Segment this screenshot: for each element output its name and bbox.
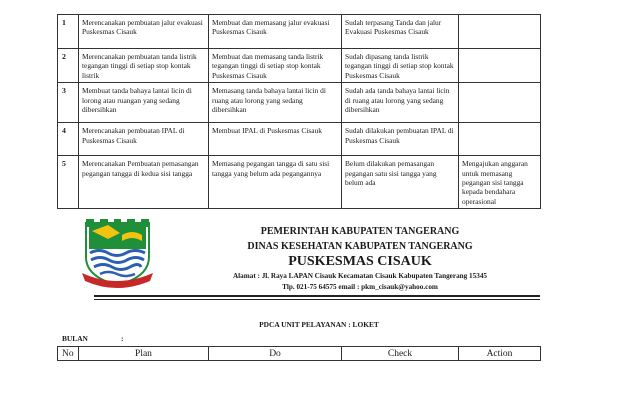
check-cell: Belum dilakukan pemasangan pegangan satu sisi tangga yang belum ada (342, 156, 459, 209)
check-cell: Sudah terpasang Tanda dan jalur Evakuasi Puskesmas Cisauk (342, 15, 459, 49)
letterhead-puskesmas-name: PUSKESMAS CISAUK (288, 254, 432, 269)
do-cell: Membuat dan memasang jalur evakuasi Puskesmas Cisauk (209, 15, 342, 49)
check-cell: Sudah ada tanda bahaya lantai licin di ruang atau lorong yang sedang dibersihkan (342, 83, 459, 123)
letterhead-address: Alamat : Jl. Raya LAPAN Cisauk Kecamatan Cisauk Kabupaten Tangerang 15345 (232, 272, 488, 280)
month-label: BULAN (62, 334, 88, 343)
check-cell: Sudah dipasang tanda listrik tegangan tinggi di setiap stop kontak Puskesmas Cisauk (342, 49, 459, 83)
letterhead-contact: Tlp. 021-75 64575 email : pkm_cisauk@yahoo.com (282, 283, 438, 291)
header-do: Do (209, 347, 342, 361)
table-header-row (58, 347, 541, 361)
action-cell: Mengajukan anggaran untuk memasang pegangan sisi tangga kepada bendahara operasional (459, 156, 541, 209)
plan-cell: Merencanakan pembuatan tanda listrik tegangan tinggi di setiap stop kontak listrik (79, 49, 209, 83)
do-cell: Memasang pegangan tangga di satu sisi tangga yang belum ada pegangannya (209, 156, 342, 209)
pdca-title: PDCA UNIT PELAYANAN : LOKET (259, 320, 379, 329)
action-cell (459, 83, 541, 123)
table-row (58, 49, 541, 83)
row-number: 3 (58, 83, 79, 123)
header-plan: Plan (79, 347, 209, 361)
month-separator: : (121, 334, 124, 343)
do-cell: Memasang tanda bahaya lantai licin di ruang atau lorong yang sedang dibersihkan (209, 83, 342, 123)
do-cell: Membuat IPAL di Puskesmas Cisauk (209, 123, 342, 156)
action-cell (459, 123, 541, 156)
row-number: 2 (58, 49, 79, 83)
header-check: Check (342, 347, 459, 361)
check-cell: Sudah dilakukan pembuatan IPAL di Puskesmas Cisauk (342, 123, 459, 156)
header-no: No (58, 347, 79, 361)
table-row (58, 156, 541, 209)
plan-cell: Merencanakan pembuatan IPAL di Puskesmas Cisauk (79, 123, 209, 156)
kabupaten-tangerang-emblem-icon (80, 215, 155, 288)
plan-cell: Membuat tanda bahaya lantai licin di lorong atau ruangan yang sedang dibersihkan (79, 83, 209, 123)
table-row (58, 123, 541, 156)
row-number: 1 (58, 15, 79, 49)
action-cell (459, 49, 541, 83)
letterhead-department: DINAS KESEHATAN KABUPATEN TANGERANG (247, 241, 473, 252)
header-action: Action (459, 347, 541, 361)
letterhead-government: PEMERINTAH KABUPATEN TANGERANG (260, 226, 460, 237)
do-cell: Membuat dan memasang tanda listrik tegangan tinggi di setiap stop kontak Puskesmas Cisauk (209, 49, 342, 83)
table-row (58, 15, 541, 49)
row-number: 4 (58, 123, 79, 156)
action-cell (459, 15, 541, 49)
letterhead-rule-thin (94, 299, 540, 300)
pdca-history-table (57, 14, 541, 209)
pdca-header-table (57, 346, 541, 361)
plan-cell: Merencanakan Pembuatan pemasangan pegangan tangga di kedua sisi tangga (79, 156, 209, 209)
table-row (58, 83, 541, 123)
plan-cell: Merencanakan pembuatan jalur evakuasi Puskesmas Cisauk (79, 15, 209, 49)
row-number: 5 (58, 156, 79, 209)
letterhead-rule-thick (94, 295, 540, 297)
